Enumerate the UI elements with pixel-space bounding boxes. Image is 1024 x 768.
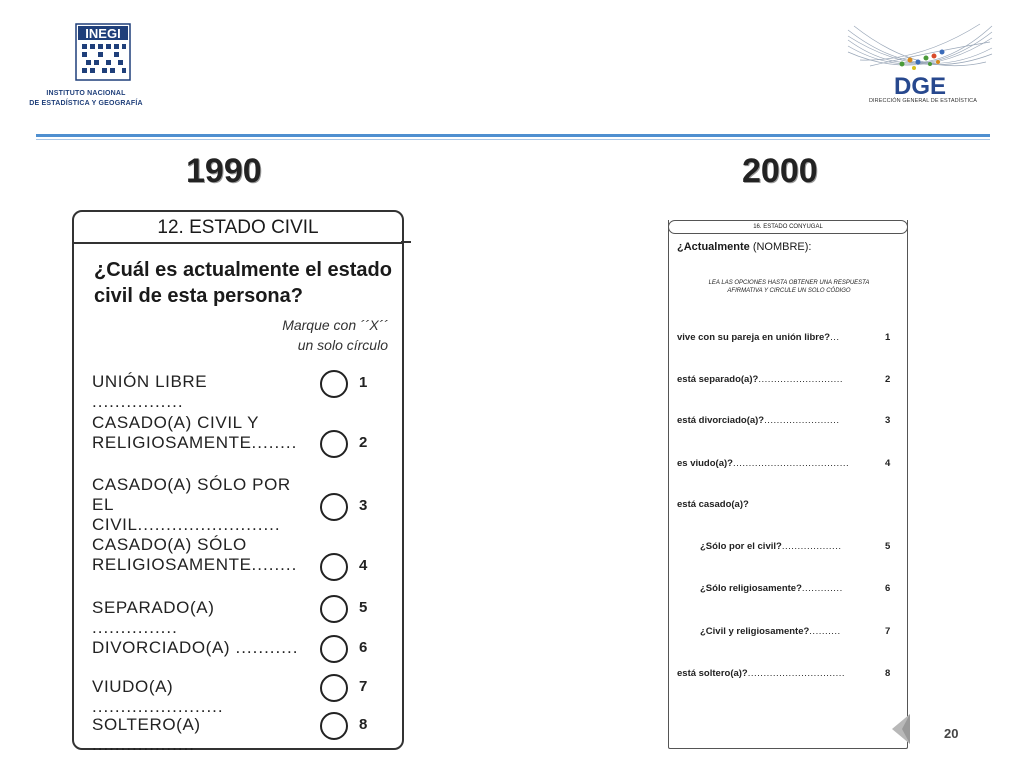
dge-logo-mark — [840, 22, 1000, 100]
option-leader-dots: ................ — [92, 392, 184, 411]
option-label: CASADO(A) SÓLO — [92, 535, 247, 554]
option-leader-dots: ........................... — [758, 374, 844, 385]
option-circle[interactable] — [320, 553, 348, 581]
header-rule — [36, 134, 990, 137]
option-code: 7 — [359, 678, 368, 695]
form-1990-option — [92, 372, 304, 412]
option-label: SEPARADO(A) — [92, 598, 215, 617]
option-label-line2: RELIGIOSAMENTE — [92, 555, 252, 574]
option-label: ¿Civil y religiosamente? — [700, 626, 810, 637]
option-label: es viudo(a)? — [677, 458, 733, 469]
form-1990-option — [92, 475, 304, 535]
form-1990-instruction-line2: un solo círculo — [297, 337, 388, 353]
form-2000-option — [677, 374, 843, 385]
form-2000-instruction — [678, 279, 900, 295]
form-2000-option — [700, 541, 841, 552]
option-circle[interactable] — [320, 370, 348, 398]
year-2000: 2000 — [742, 152, 818, 190]
option-circle[interactable] — [320, 595, 348, 623]
option-label: SOLTERO(A) — [92, 715, 201, 734]
option-leader-dots: ........... — [235, 638, 299, 657]
form-1990-instruction-line1: Marque con ´´X´´ — [282, 317, 388, 333]
option-leader-dots: ......................... — [137, 515, 281, 534]
option-code[interactable]: 3 — [885, 415, 891, 426]
option-circle[interactable] — [320, 430, 348, 458]
page-number: 20 — [944, 726, 959, 741]
form-1990-title-tick — [401, 241, 411, 243]
option-leader-dots: ..................................... — [732, 458, 850, 469]
header-rule-thin — [36, 139, 990, 140]
form-2000-option — [677, 668, 845, 679]
option-label: está separado(a)? — [677, 374, 759, 385]
dge-subtitle: DIRECCIÓN GENERAL DE ESTADÍSTICA — [868, 98, 978, 104]
question-name: (NOMBRE): — [752, 241, 812, 253]
form-1990-option — [92, 677, 304, 717]
option-leader-dots: ............................... — [747, 668, 846, 679]
option-leader-dots: .................. — [92, 735, 196, 754]
form-2000-question — [677, 241, 811, 253]
inegi-logo-mark — [0, 20, 172, 90]
option-code: 1 — [359, 374, 368, 391]
form-2000-option — [700, 626, 841, 637]
svg-text:INEGI: INEGI — [85, 26, 121, 41]
option-code: 6 — [359, 639, 368, 656]
inegi-name-line2: DE ESTADÍSTICA Y GEOGRAFÍA — [29, 100, 143, 107]
form-2000-option — [677, 415, 839, 426]
option-code: 3 — [359, 497, 368, 514]
form-1990-question: ¿Cuál es actualmente el estado civil de esta persona? — [94, 259, 392, 307]
form-1990-instruction — [282, 315, 388, 355]
option-circle[interactable] — [320, 674, 348, 702]
option-label-line2: EL CIVIL — [92, 495, 138, 534]
year-1990: 1990 — [186, 152, 262, 190]
option-label: está divorciado(a)? — [677, 415, 765, 426]
form-1990-option — [92, 715, 304, 755]
question-text: ¿Actualmente — [677, 241, 750, 253]
option-label: VIUDO(A) — [92, 677, 174, 696]
option-label: ¿Sólo por el civil? — [700, 541, 782, 552]
option-code: 2 — [359, 434, 368, 451]
option-leader-dots: ........ — [251, 555, 298, 574]
option-leader-dots: ... — [830, 332, 840, 343]
option-label: vive con su pareja en unión libre? — [677, 332, 831, 343]
option-label: DIVORCIADO(A) — [92, 638, 231, 657]
inegi-name-line1: INSTITUTO NACIONAL — [46, 90, 126, 97]
form-1990-title: 12. ESTADO CIVIL — [74, 212, 402, 244]
form-1990-option — [92, 598, 304, 638]
option-leader-dots: ............. — [801, 583, 843, 594]
option-code[interactable]: 7 — [885, 626, 891, 637]
option-label: UNIÓN LIBRE — [92, 372, 208, 391]
form-2000-title: 16. ESTADO CONYUGAL — [668, 220, 908, 234]
option-label: CASADO(A) SÓLO POR — [92, 475, 291, 494]
option-leader-dots: ........................ — [764, 415, 840, 426]
form-1990-option — [92, 535, 304, 575]
form-1990-option — [92, 638, 304, 658]
option-leader-dots: ................... — [781, 541, 842, 552]
option-code[interactable]: 4 — [885, 458, 891, 469]
option-code[interactable]: 8 — [885, 668, 891, 679]
form-1990-option — [92, 413, 304, 453]
inegi-logo — [0, 20, 172, 112]
option-label-line2: RELIGIOSAMENTE — [92, 433, 252, 452]
option-label: está casado(a)? — [677, 499, 749, 510]
option-label: ¿Sólo religiosamente? — [700, 583, 802, 594]
form-2000-option — [677, 499, 749, 510]
form-2000-option — [677, 458, 849, 469]
option-code[interactable]: 1 — [885, 332, 891, 343]
form-2000-option — [677, 332, 840, 343]
option-leader-dots: .......... — [809, 626, 841, 637]
option-circle[interactable] — [320, 712, 348, 740]
form-1990 — [72, 210, 404, 754]
option-leader-dots: ....................... — [92, 697, 224, 716]
form-2000-option — [700, 583, 843, 594]
page-curl-icon — [890, 714, 912, 746]
option-code[interactable]: 2 — [885, 374, 891, 385]
option-circle[interactable] — [320, 493, 348, 521]
option-code: 5 — [359, 599, 368, 616]
option-circle[interactable] — [320, 635, 348, 663]
dge-logo-text: DGE — [893, 73, 947, 100]
option-leader-dots: ............... — [92, 618, 178, 637]
option-label: CASADO(A) CIVIL Y — [92, 413, 260, 432]
option-code[interactable]: 6 — [885, 583, 891, 594]
instruction-line1: LEA LAS OPCIONES HASTA OBTENER UNA RESPUESTA — [708, 280, 870, 286]
option-label: está soltero(a)? — [677, 668, 748, 679]
instruction-line2: AFIRMATIVA Y CIRCULE UN SOLO CÓDIGO — [727, 288, 851, 294]
option-code[interactable]: 5 — [885, 541, 891, 552]
option-code: 4 — [359, 557, 368, 574]
option-code: 8 — [359, 716, 368, 733]
option-leader-dots: ........ — [251, 433, 298, 452]
